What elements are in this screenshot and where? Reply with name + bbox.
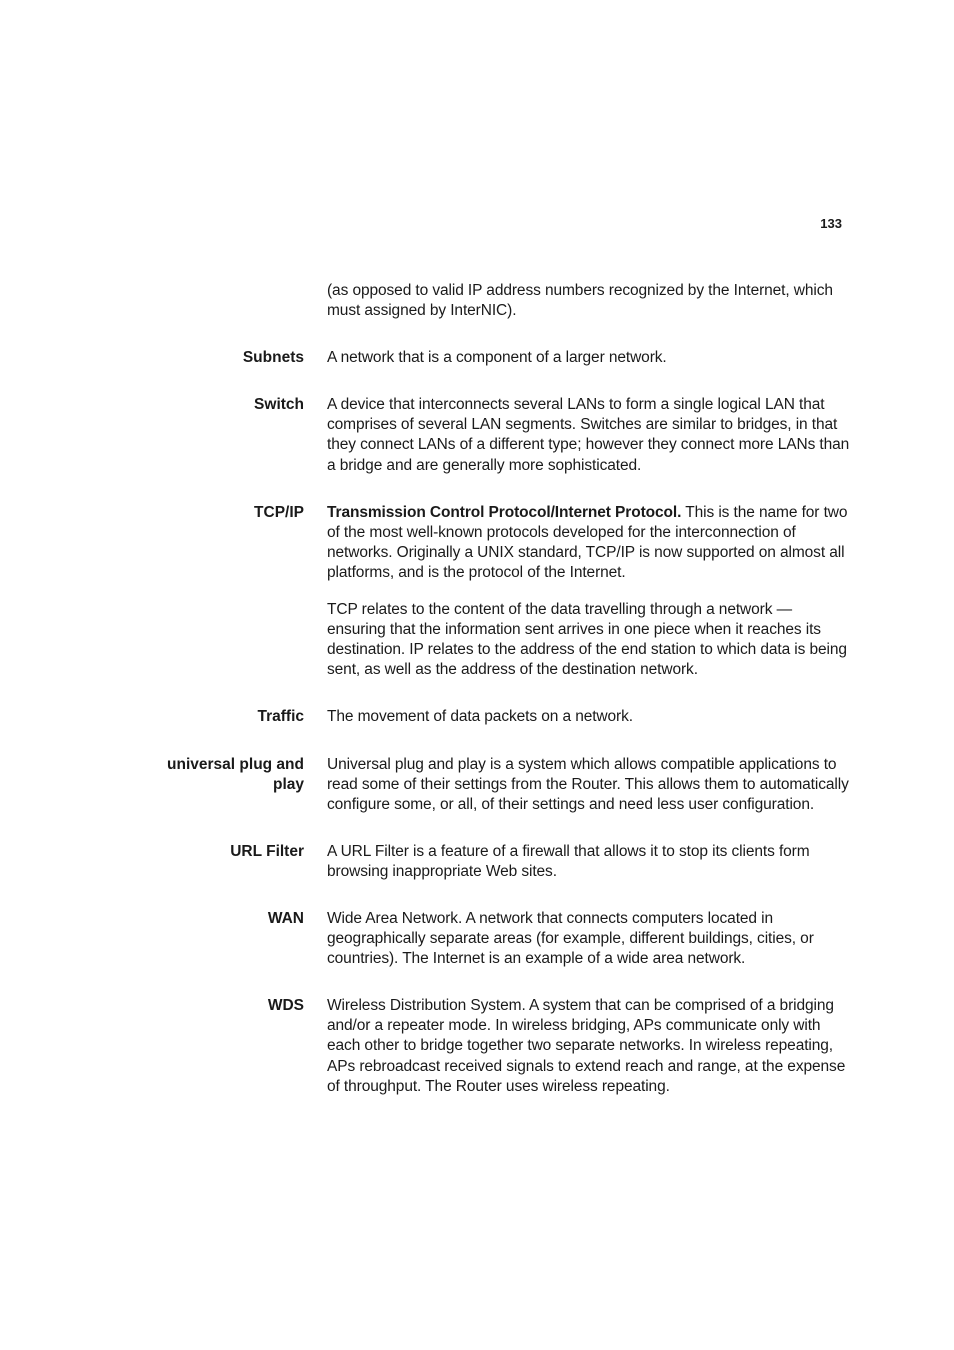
- glossary-definition: [327, 503, 853, 681]
- definition-paragraph: [327, 755, 853, 815]
- glossary-entry: [0, 996, 954, 1096]
- glossary-definition: [327, 281, 853, 321]
- definition-paragraph: [327, 395, 853, 475]
- definition-text: (as opposed to valid IP address numbers recognized by the Internet, which must assigned by InterNIC).: [327, 282, 833, 320]
- definition-paragraph: [327, 348, 853, 368]
- definition-text: A URL Filter is a feature of a firewall that allows it to stop its clients form browsing inappropriate Web sites.: [327, 842, 810, 880]
- glossary-entry: [0, 707, 954, 727]
- glossary-entry: [0, 842, 954, 882]
- definition-text: A device that interconnects several LANs to form a single logical LAN that comprises of several LAN segments. Switches are similar to bridges, in that they connect LANs of a different type; however they connect more LANs than a bridge and are generally more sophisticated.: [327, 396, 850, 474]
- definition-text: Wireless Distribution System. A system that can be comprised of a bridging and/or a repeater mode. In wireless bridging, APs communicate only with each other to bridge together two separate networks. In wireless repeating, APs rebroadcast received signals to extend reach and range, at the expense of throughput. The Router uses wireless repeating.: [327, 997, 846, 1095]
- glossary-definition: [327, 348, 853, 368]
- glossary-term: WDS: [267, 997, 304, 1015]
- definition-text: This is the name for two of the most well-known protocols developed for the interconnection of networks. Originally a UNIX standard, TCP/IP is now supported on almost all platforms, and is the protocol of the Internet.: [327, 503, 848, 581]
- definition-paragraph: [327, 996, 853, 1096]
- glossary-entry: [0, 348, 954, 368]
- definition-paragraph: [327, 503, 853, 583]
- glossary-term: universal plug and play: [167, 755, 304, 793]
- glossary-entry: [0, 395, 954, 475]
- glossary-term: WAN: [267, 909, 304, 927]
- definition-lead: Transmission Control Protocol/Internet Protocol.: [327, 503, 682, 521]
- glossary-entry: [0, 503, 954, 681]
- glossary-definition: [327, 996, 853, 1096]
- glossary-list: [0, 281, 954, 1124]
- glossary-entry: [0, 281, 954, 321]
- glossary-term: Traffic: [257, 708, 304, 726]
- glossary-definition: [327, 395, 853, 475]
- glossary-term: TCP/IP: [254, 503, 304, 521]
- page-number: 133: [820, 216, 842, 231]
- definition-paragraph: [327, 842, 853, 882]
- definition-paragraph: [327, 707, 853, 727]
- glossary-term: Switch: [254, 396, 304, 414]
- definition-paragraph: [327, 909, 853, 969]
- glossary-entry: [0, 755, 954, 815]
- glossary-term: URL Filter: [230, 842, 304, 860]
- definition-text: Universal plug and play is a system which allows compatible applications to read some of their settings from the Router. This allows them to automatically configure some, or all, of their settings and need less user configuration.: [327, 755, 849, 813]
- definition-text: Wide Area Network. A network that connects computers located in geographically separate areas (for example, different buildings, cities, or countries). The Internet is an example of a wide area network.: [327, 909, 814, 968]
- glossary-definition: [327, 707, 853, 727]
- definition-text: A network that is a component of a larger network.: [327, 349, 667, 367]
- glossary-definition: [327, 909, 853, 969]
- definition-paragraph: [327, 600, 853, 680]
- definition-text: TCP relates to the content of the data travelling through a network — ensuring that the information sent arrives in one piece when it reaches its destination. IP relates to the address of the end station to which data is being sent, as well as the address of the destination network.: [327, 601, 847, 679]
- glossary-entry: [0, 909, 954, 969]
- definition-paragraph: [327, 281, 853, 321]
- glossary-definition: [327, 842, 853, 882]
- glossary-term: Subnets: [242, 349, 304, 367]
- definition-text: The movement of data packets on a network.: [327, 708, 633, 726]
- glossary-definition: [327, 755, 853, 815]
